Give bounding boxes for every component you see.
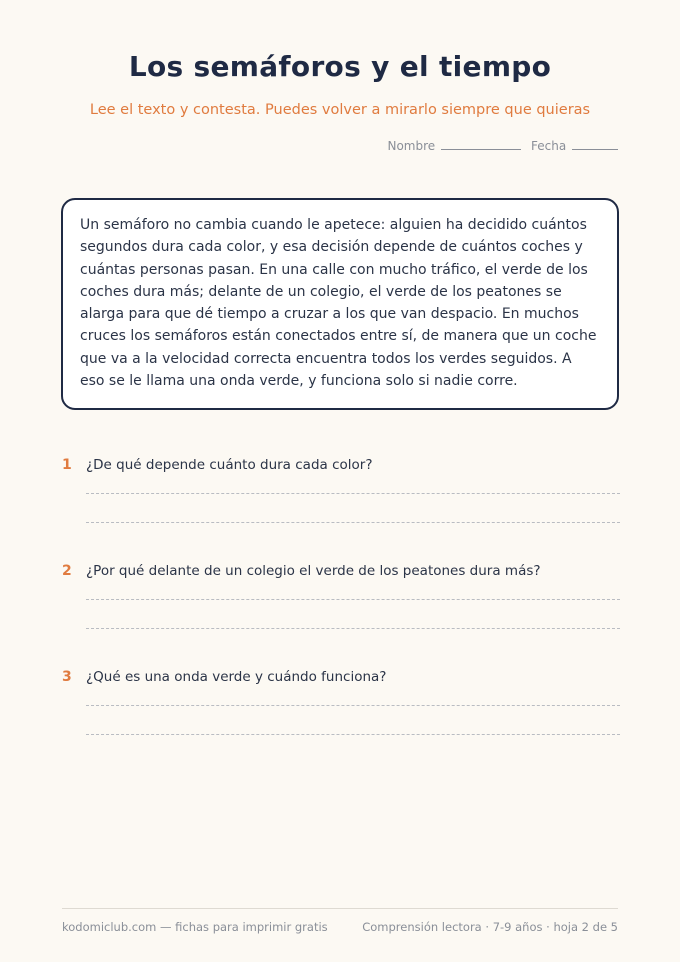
question-text: ¿Qué es una onda verde y cuándo funciona? (86, 669, 387, 685)
reading-passage: Un semáforo no cambia cuando le apetece: alguien ha decidido cuántos segundos dura cada color, y esa decisión depende de cuántos coches y cuántas personas pasan. En una calle con mucho tráfico, el verde de los coches dura más; delante de un colegio, el verde de los peatones se alarga para que dé tiempo a cruzar a los que van despacio. En muchos cruces los semáforos están conectados entre sí, de manera que un coche que va a la velocidad correcta encuentra todos los verdes seguidos. A eso se le llama una onda verde, y funciona solo si nadie corre. (61, 198, 619, 410)
date-label: Fecha (530, 139, 567, 153)
answer-line[interactable] (86, 599, 620, 600)
name-label: Nombre (387, 139, 436, 153)
question-number: 3 (62, 669, 72, 685)
footer-sheet-info: Comprensión lectora · 7-9 años · hoja 2 de 5 (362, 920, 618, 934)
question-2 (62, 563, 620, 629)
answer-line[interactable] (86, 705, 620, 706)
answer-line[interactable] (86, 493, 620, 494)
question-number: 2 (62, 563, 72, 579)
question-1 (62, 457, 620, 523)
question-3 (62, 669, 620, 735)
name-field[interactable] (387, 139, 521, 153)
footer-site-link[interactable]: kodomiclub.com — fichas para imprimir gratis (62, 920, 328, 934)
question-number: 1 (62, 457, 72, 473)
answer-line[interactable] (86, 522, 620, 523)
page-subtitle: Lee el texto y contesta. Puedes volver a mirarlo siempre que quieras (89, 102, 591, 118)
answer-line[interactable] (86, 628, 620, 629)
footer-divider (62, 908, 618, 909)
question-text: ¿Por qué delante de un colegio el verde de los peatones dura más? (86, 563, 541, 579)
name-date-fields (387, 139, 618, 153)
name-line (441, 139, 521, 150)
answer-line[interactable] (86, 734, 620, 735)
question-text: ¿De qué depende cuánto dura cada color? (86, 457, 373, 473)
date-field[interactable] (531, 139, 618, 153)
date-line (572, 139, 618, 150)
page-title: Los semáforos y el tiempo (128, 50, 552, 83)
